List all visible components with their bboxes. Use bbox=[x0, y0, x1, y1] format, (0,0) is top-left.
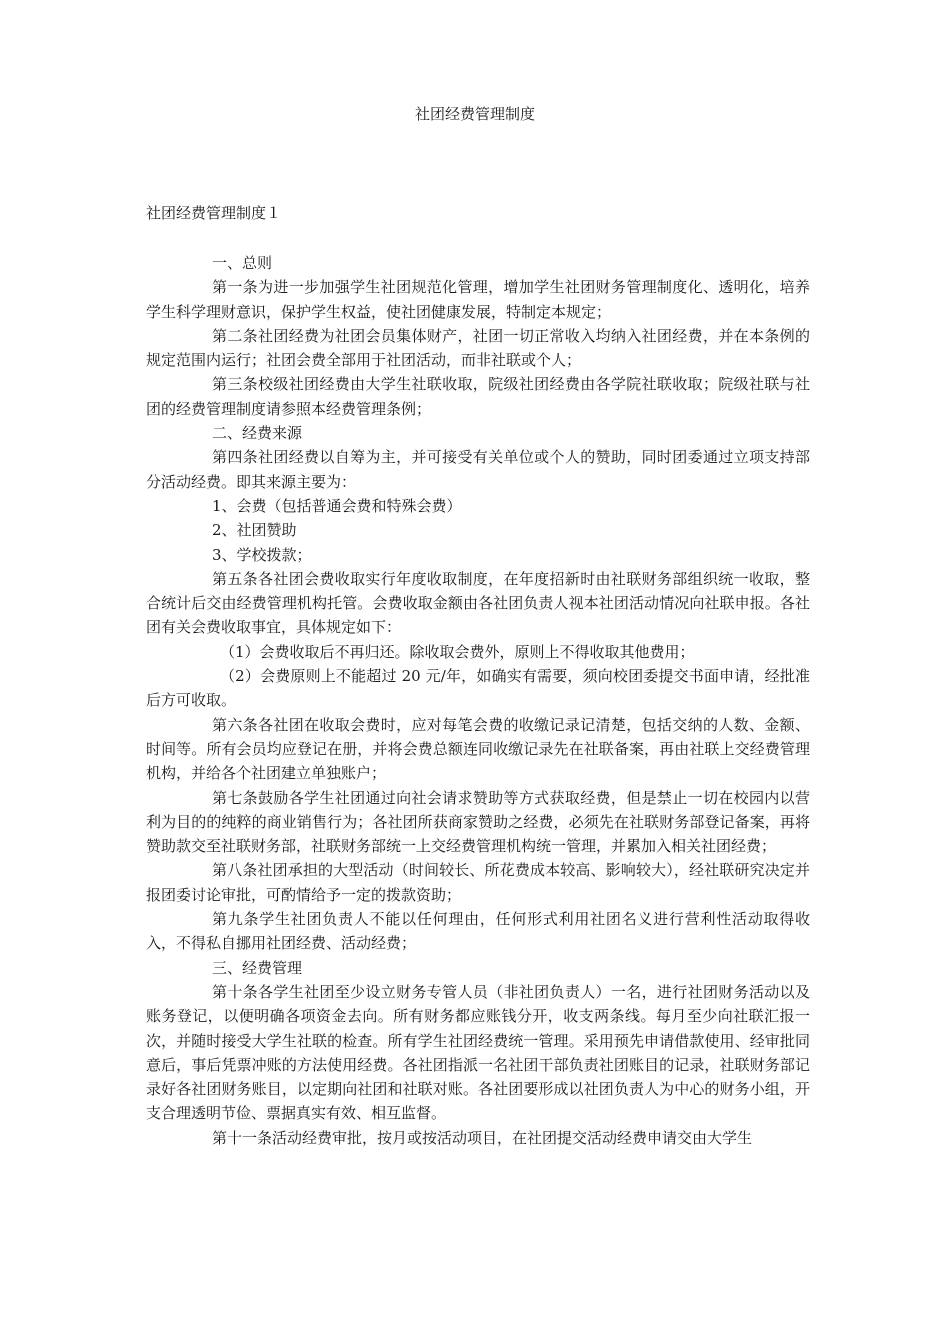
paragraph: 第三条校级社团经费由大学生社联收取，院级社团经费由各学院社联收取；院级社联与社团的经费管理制度请参照本经费管理条例； bbox=[146, 375, 810, 418]
paragraph: 第五条各社团会费收取实行年度收取制度，在年度招新时由社联财务部组织统一收取，整合统计后交由经费管理机构托管。会费收取金额由各社团负责人视本社团活动情况向社联申报。各社团有关会费收取事宜，具体规定如下： bbox=[146, 569, 810, 637]
paragraph: 三、经费管理 bbox=[212, 958, 303, 977]
paragraph: 一、总则 bbox=[212, 254, 273, 272]
paragraph: （2）会费原则上不能超过 20 元/年，如确实有需要，须向校团委提交书面申请，经批准后方可收取。 bbox=[146, 667, 810, 710]
paragraph: 第一条为进一步加强学生社团规范化管理，增加学生社团财务管理制度化、透明化，培养学生科学理财意识，保护学生权益，使社团健康发展，特制定本规定； bbox=[146, 278, 810, 321]
paragraph: 第六条各社团在收取会费时，应对每笔会费的收缴记录记清楚，包括交纳的人数、金额、时间等。所有会员均应登记在册，并将会费总额连同收缴记录先在社联备案，再由社联上交经费管理机构，并给各个社团建立单独账户； bbox=[146, 715, 810, 783]
paragraph: 第八条社团承担的大型活动（时间较长、所花费成本较高、影响较大），经社联研究决定并报团委讨论审批，可酌情给予一定的拨款资助； bbox=[146, 861, 810, 904]
document-title: 社团经费管理制度 bbox=[414, 105, 535, 123]
paragraph: 二、经费来源 bbox=[212, 424, 303, 443]
paragraph: 1、会费（包括普通会费和特殊会费） bbox=[212, 496, 462, 515]
paragraph: 第二条社团经费为社团会员集体财产，社团一切正常收入均纳入社团经费，并在本条例的规定范围内运行；社团会费全部用于社团活动，而非社联或个人； bbox=[146, 326, 810, 370]
paragraph: 第九条学生社团负责人不能以任何理由，任何形式利用社团名义进行营利性活动取得收入，不得私自挪用社团经费、活动经费； bbox=[146, 910, 810, 953]
paragraph: 2、社团赞助 bbox=[212, 521, 297, 540]
paragraph: 第十条各学生社团至少设立财务专管人员（非社团负责人）一名，进行社团财务活动以及账务登记，以便明确各项资金去向。所有财务都应账钱分开，收支两条线。每月至少向社联汇报一次，并随时接受大学生社联的检查。所有学生社团经费统一管理。采用预先申请借款使用、经审批同意后，事后凭票冲账的方法使用经费。各社团指派一名社团干部负责社团账目的记录，社联财务部记录好各社团财务账目，以定期向社团和社联对账。各社团要形成以社团负责人为中心的财务小组，开支合理透明节俭、票据真实有效、相互监督。 bbox=[146, 982, 810, 1123]
paragraph: 3、学校拨款； bbox=[212, 545, 312, 564]
paragraph: （1）会费收取后不再归还。除收取会费外，原则上不得收取其他费用； bbox=[220, 642, 695, 661]
paragraph: 第四条社团经费以自筹为主，并可接受有关单位或个人的赞助，同时团委通过立项支持部分活动经费。即其来源主要为： bbox=[146, 448, 810, 491]
document-subtitle: 社团经费管理制度１ bbox=[146, 204, 282, 222]
document-body bbox=[146, 251, 810, 1150]
paragraph: 第七条鼓励各学生社团通过向社会请求赞助等方式获取经费，但是禁止一切在校园内以营利为目的的纯粹的商业销售行为；各社团所获商家赞助之经费，必须先在社联财务部登记备案，再将赞助款交至社联财务部，社联财务部统一上交经费管理机构统一管理，并累加入相关社团经费； bbox=[146, 788, 810, 856]
paragraph: 第十一条活动经费审批，按月或按活动项目，在社团提交活动经费申请交由大学生 bbox=[212, 1128, 753, 1147]
